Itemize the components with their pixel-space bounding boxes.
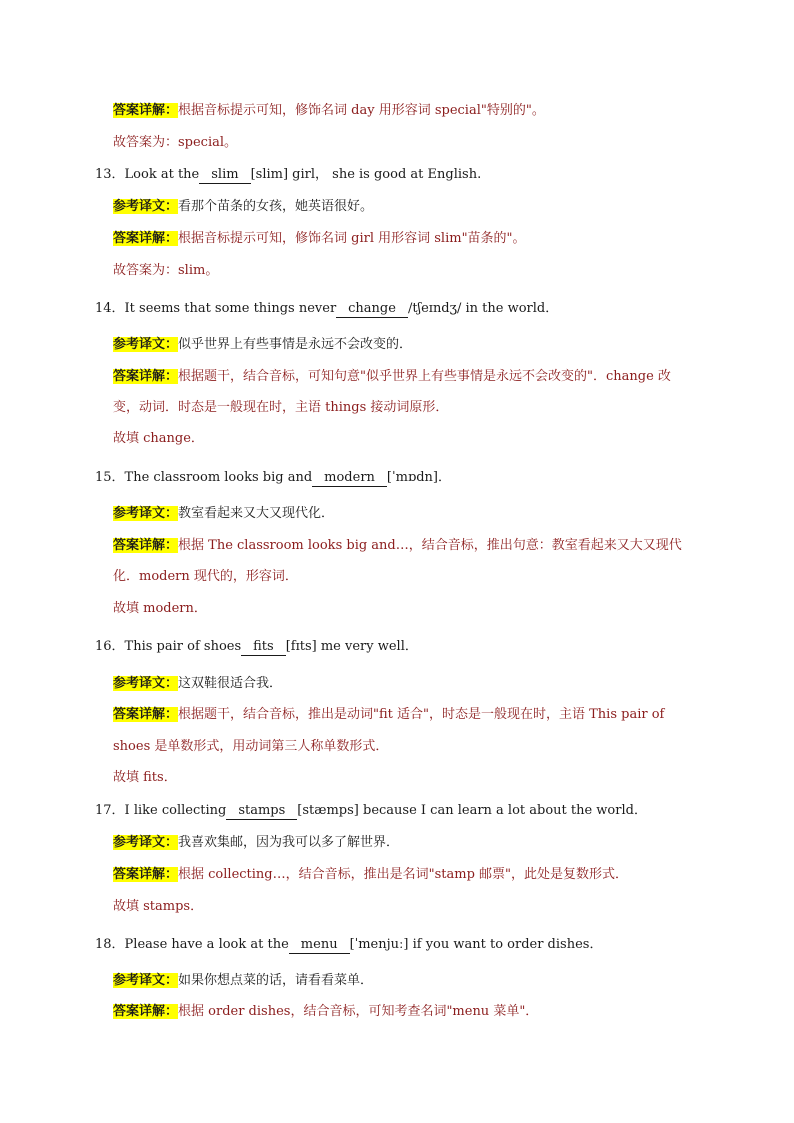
q18-explanation: 根据 order dishes，结合音标，可知考查名词"menu 菜单"． (178, 1004, 539, 1019)
question-text-post: [ˈmenjuː] if you want to order dishes． (349, 937, 603, 952)
q13-explanation: 根据音标提示可知，修饰名词 girl 用形容词 slim"苗条的"。 (178, 231, 526, 246)
q18-translation-line (113, 972, 373, 990)
q17-answer: 故填 stamps． (113, 899, 204, 914)
translation-label: 参考译文： (113, 337, 179, 352)
question-text-post: [stæmps] because I can learn a lot about the world． (297, 803, 647, 818)
q15-explanation-1: 根据 The classroom looks big and…，结合音标，推出句意：教室看起来又大又现代 (178, 538, 682, 553)
question-number: 17． (95, 803, 125, 818)
q16-translation-line (113, 675, 282, 693)
explanation-label: 答案详解： (113, 231, 179, 246)
q12-explanation: 根据音标提示可知，修饰名词 day 用形容词 special"特别的"。 (178, 103, 545, 118)
question-text-post: /tʃeɪndʒ/ in the world． (407, 301, 559, 316)
question-text-post: [ˈmɒdn]． (386, 470, 451, 485)
q13-answer: 故答案为：slim。 (113, 263, 219, 278)
question-text-pre: The classroom looks big and (124, 470, 313, 485)
translation-label: 参考译文： (113, 676, 179, 691)
q14-translation-line (113, 336, 412, 354)
question-number: 13． (95, 167, 125, 182)
answer-blank: modern (312, 470, 387, 487)
translation-label: 参考译文： (113, 506, 179, 521)
question-text-post: [slim] girl， she is good at English. (250, 167, 482, 182)
q13-question (95, 166, 481, 184)
q15-translation: 教室看起来又大又现代化． (178, 506, 335, 521)
q17-explanation-line (113, 866, 628, 884)
q15-translation-line (113, 505, 334, 523)
question-number: 16． (95, 639, 125, 654)
q15-explanation-2: 化．modern 现代的，形容词． (113, 569, 298, 584)
q16-explanation-2: shoes 是单数形式，用动词第三人称单数形式． (113, 739, 389, 754)
q16-explanation-line (113, 706, 664, 724)
q16-translation: 这双鞋很适合我． (178, 676, 283, 691)
q17-translation-line (113, 834, 399, 852)
q15-answer: 故填 modern． (113, 601, 207, 616)
question-text-post: [fɪts] me very well． (285, 639, 418, 654)
q16-explanation-1: 根据题干，结合音标，推出是动词"fit 适合"，时态是一般现在时，主语 This pair of (178, 707, 665, 722)
explanation-label: 答案详解： (113, 1004, 179, 1019)
q18-explanation-line (113, 1003, 538, 1021)
question-text-pre: Look at the (124, 167, 200, 182)
explanation-label: 答案详解： (113, 867, 179, 882)
q14-explanation-2: 变，动词．时态是一般现在时，主语 things 接动词原形． (113, 400, 449, 415)
q13-translation: 看那个苗条的女孩，她英语很好。 (178, 199, 374, 214)
q14-answer: 故填 change． (113, 431, 204, 446)
question-number: 18． (95, 937, 125, 952)
explanation-label: 答案详解： (113, 707, 179, 722)
q13-translation-line (113, 198, 373, 216)
q14-explanation-line (113, 368, 671, 386)
translation-label: 参考译文： (113, 835, 179, 850)
q15-question (95, 469, 451, 487)
question-number: 14． (95, 301, 125, 316)
question-number: 15． (95, 470, 125, 485)
q18-translation: 如果你想点菜的话，请看看菜单． (178, 973, 374, 988)
answer-blank: fits (241, 639, 286, 656)
answer-blank: change (336, 301, 408, 318)
q15-explanation-line (113, 537, 682, 555)
explanation-label: 答案详解： (113, 103, 179, 118)
q17-explanation: 根据 collecting…，结合音标，推出是名词"stamp 邮票"，此处是复数形式． (178, 867, 629, 882)
q16-answer: 故填 fits． (113, 770, 177, 785)
q13-explanation-line (113, 230, 526, 248)
answer-blank: stamps (226, 803, 297, 820)
q17-translation: 我喜欢集邮，因为我可以多了解世界． (178, 835, 400, 850)
question-text-pre: It seems that some things never (124, 301, 337, 316)
q14-translation: 似乎世界上有些事情是永远不会改变的． (178, 337, 413, 352)
q18-question (95, 936, 602, 954)
question-text-pre: I like collecting (124, 803, 227, 818)
answer-blank: slim (199, 167, 250, 184)
question-text-pre: This pair of shoes (124, 639, 242, 654)
translation-label: 参考译文： (113, 973, 179, 988)
q12-explanation-line (113, 102, 545, 120)
translation-label: 参考译文： (113, 199, 179, 214)
q16-question (95, 638, 418, 656)
q14-question (95, 300, 558, 318)
q17-question (95, 802, 647, 820)
question-text-pre: Please have a look at the (124, 937, 289, 952)
explanation-label: 答案详解： (113, 369, 179, 384)
q14-explanation-1: 根据题干，结合音标，可知句意"似乎世界上有些事情是永远不会改变的"．change 改 (178, 369, 671, 384)
q12-answer: 故答案为：special。 (113, 135, 238, 150)
explanation-label: 答案详解： (113, 538, 179, 553)
answer-blank: menu (289, 937, 350, 954)
